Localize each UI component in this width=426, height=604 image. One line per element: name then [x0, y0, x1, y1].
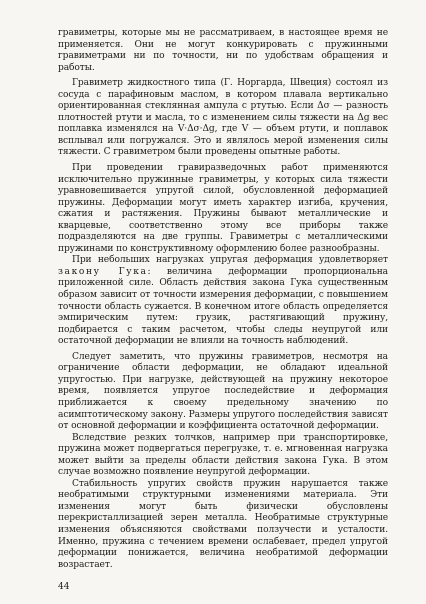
- page-number: 44: [58, 582, 70, 592]
- paragraph-6: Вследствие резких толчков, например при транспортировке, пружина может подвергаться перегрузке, т. е. мгновенная нагрузка может выйти за пределы области действия закона Гука. В этом случае возможно появление неупругой деформации.: [58, 432, 388, 478]
- paragraph-4-start: При небольших нагрузках упругая деформация удовлетворяет: [72, 255, 388, 266]
- paragraph-5: Следует заметить, что пружины гравиметров, несмотря на ограничение области деформации, не обладают идеальной упругостью. При нагрузке, действующей на пружину некоторое время, появляется упругое последействие и деформация приближается к своему предельному значению по асимптотическому закону. Размеры упругого последействия зависят от основной деформации и коэффициента остаточной деформации.: [58, 351, 388, 432]
- paragraph-4: [58, 255, 388, 347]
- hooke-law-term: закону Гука: [58, 266, 148, 277]
- paragraph-2: Гравиметр жидкостного типа (Г. Норгарда, Швеция) состоял из сосуда с парафиновым маслом, в котором плавала вертикально ориентированная стеклянная ампула с ртутью. Если Δσ — разность плотностей ртути и масла, то с изменением силы тяжести на Δg вес поплавка изменялся на V·Δσ·Δg, где V — объем ртути, и поплавок всплывал или погружался. Это и являлось мерой изменения силы тяжести. С гравиметром были проведены опытные работы.: [58, 78, 388, 158]
- paragraph-3: При проведении гравиразведочных работ применяются исключительно пружинные гравиметры, у которых сила тяжести уравновешивается упругой силой, обусловленной деформацией пружины. Деформации могут иметь характер изгиба, кручения, сжатия и растяжения. Пружины бывают металлические и кварцевые, соответственно этому все приборы также подразделяются на две группы. Гравиметры с металлическими пружинами по конструктивному оформлению более разнообразны.: [58, 163, 388, 254]
- paragraph-1: гравиметры, которые мы не рассматриваем, в настоящее время не применяется. Они не могут конкурировать с пружинными гравиметрами ни по точности, ни по удобствам обращения и работы.: [58, 28, 388, 73]
- paragraph-7: Стабильность упругих свойств пружин нарушается также необратимыми структурными изменениями материала. Эти изменения могут быть физически обусловлены перекристаллизацией зерен металла. Необратимые структурные изменения объясняются свойствами ползучести и усталости. Именно, пружина с течением времени ослабевает, предел упругой деформации понижается, величина необратимой деформации возрастает.: [58, 478, 388, 570]
- paragraph-4-end: : величина деформации пропорциональна приложенной силе. Область действия закона Гука существенным образом зависит от точности измерения деформации, с повышением точности область сужается. В конечном итоге область определяется эмпирическим путем: грузик, растягивающий пружину, подбирается с таким расчетом, чтобы следы неупругой или остаточной деформации не влияли на точность наблюдений.: [58, 266, 388, 347]
- page-text: [58, 28, 388, 571]
